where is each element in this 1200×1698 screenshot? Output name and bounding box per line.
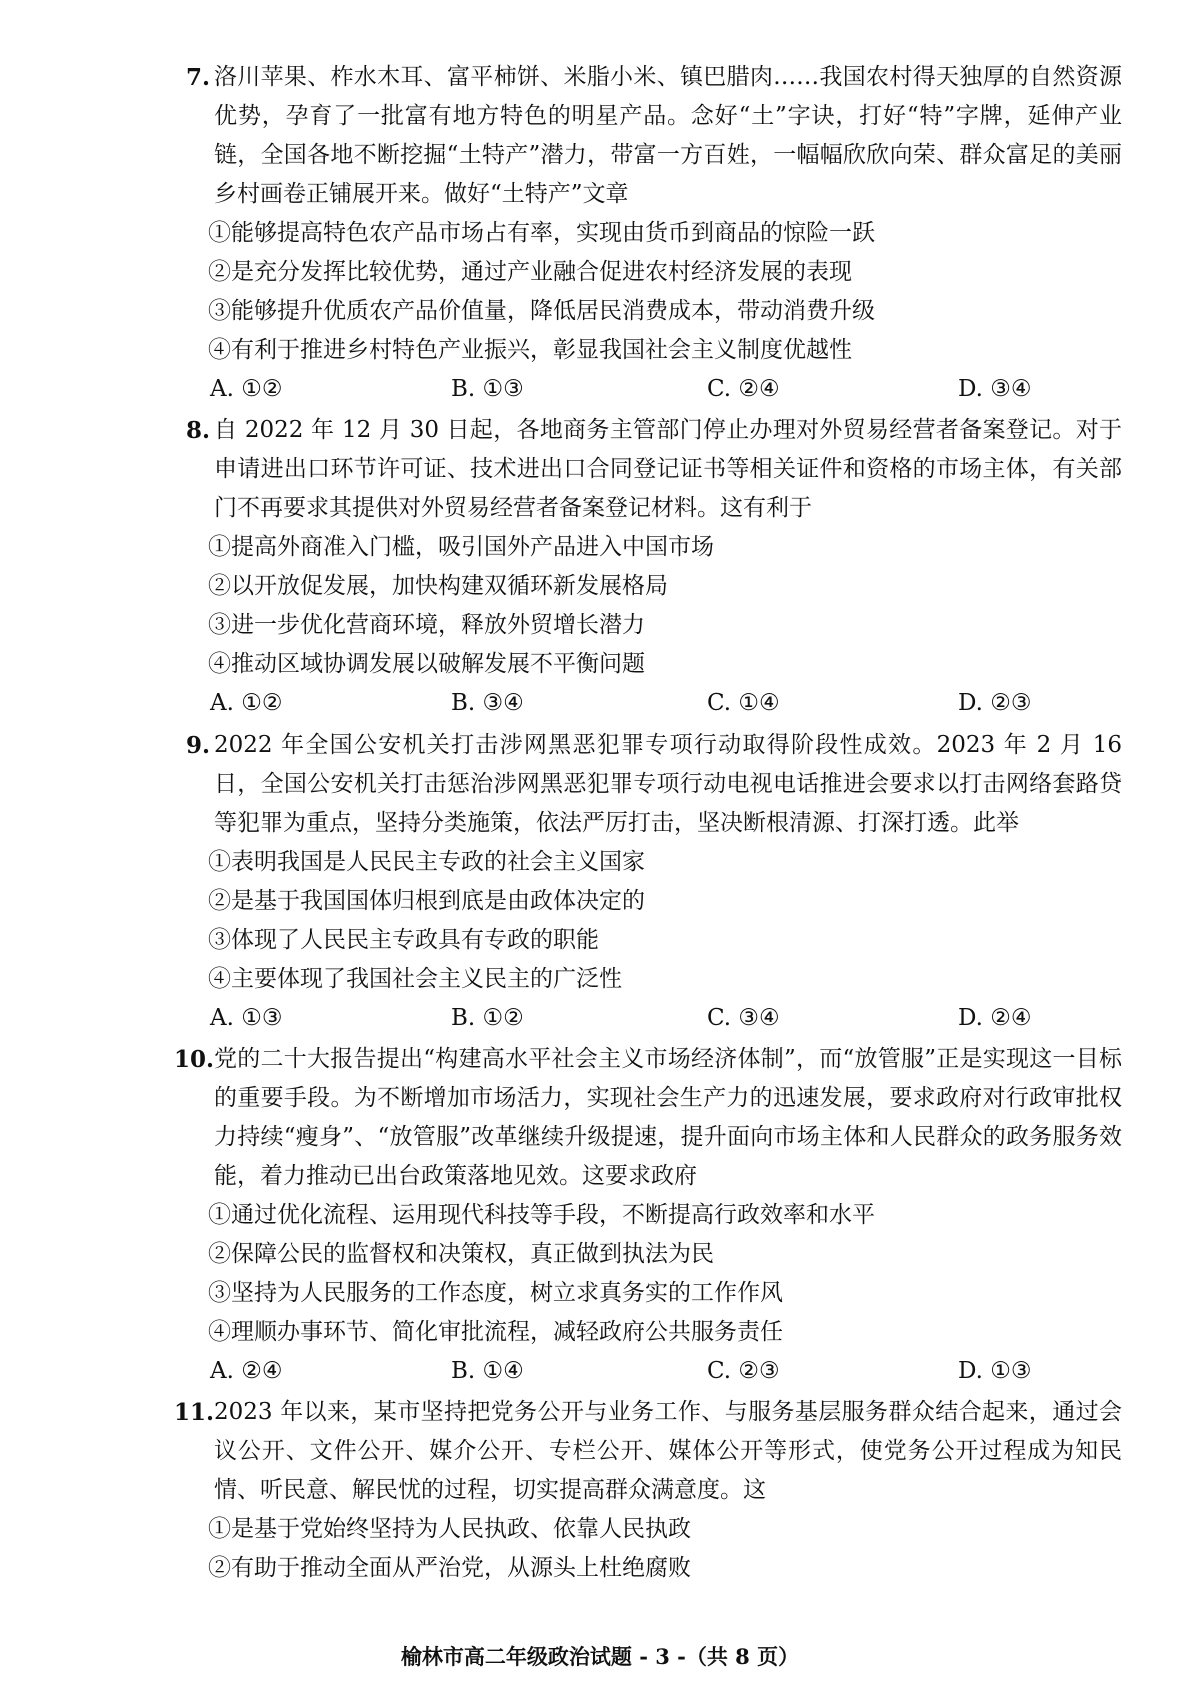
question-stem bbox=[0, 1393, 1200, 1510]
question-text: 2022 年全国公安机关打击涉网黑恶犯罪专项行动取得阶段性成效。2023 年 2 月 16 日，全国公安机关打击惩治涉网黑恶犯罪专项行动电视电话推进会要求以打击网络套路贷等犯罪为重点，坚持分类施策，依法严厉打击，坚决断根清源、打深打透。此举 bbox=[214, 732, 1122, 836]
question-text: 洛川苹果、柞水木耳、富平柿饼、米脂小米、镇巴腊肉……我国农村得天独厚的自然资源优势，孕育了一批富有地方特色的明星产品。念好“土”字诀，打好“特”字牌，延伸产业链，全国各地不断挖掘“土特产”潜力，带富一方百姓，一幅幅欣欣向荣、群众富足的美丽乡村画卷正铺展开来。做好“土特产”文章 bbox=[214, 64, 1122, 207]
choice-b: B. ③④ bbox=[451, 690, 524, 716]
option-item: ④理顺办事环节、简化审批流程，减轻政府公共服务责任 bbox=[208, 1319, 783, 1345]
question-stem bbox=[0, 411, 1200, 528]
question-8 bbox=[0, 411, 1200, 723]
question-10 bbox=[0, 1040, 1200, 1391]
question-7 bbox=[0, 58, 1200, 409]
question-11 bbox=[0, 1393, 1200, 1588]
question-text: 党的二十大报告提出“构建高水平社会主义市场经济体制”，而“放管服”正是实现这一目标的重要手段。为不断增加市场活力，实现社会生产力的迅速发展，要求政府对行政审批权力持续“瘦身”、“放管服”改革继续升级提速，提升面向市场主体和人民群众的政务服务效能，着力推动已出台政策落地见效。这要求政府 bbox=[214, 1046, 1122, 1189]
choice-c: C. ①④ bbox=[707, 690, 780, 716]
question-number: 10. bbox=[174, 1046, 215, 1073]
option-item: ①通过优化流程、运用现代科技等手段，不断提高行政效率和水平 bbox=[208, 1202, 875, 1228]
option-item: ③体现了人民民主专政具有专政的职能 bbox=[208, 927, 599, 953]
choice-a: A. ①③ bbox=[210, 1005, 283, 1031]
choice-b: B. ①③ bbox=[451, 376, 524, 402]
choice-b: B. ①② bbox=[451, 1005, 524, 1031]
question-stem bbox=[0, 726, 1200, 843]
option-item: ②以开放促发展，加快构建双循环新发展格局 bbox=[208, 573, 668, 599]
choice-d: D. ②③ bbox=[958, 690, 1032, 716]
choice-a: A. ①② bbox=[210, 690, 283, 716]
option-item: ④推动区域协调发展以破解发展不平衡问题 bbox=[208, 651, 645, 677]
option-item: ①能够提高特色农产品市场占有率，实现由货币到商品的惊险一跃 bbox=[208, 220, 875, 246]
choice-d: D. ②④ bbox=[958, 1005, 1032, 1031]
page-footer: 榆林市高二年级政治试题 - 3 -（共 8 页） bbox=[400, 1644, 800, 1669]
option-item: ②有助于推动全面从严治党，从源头上杜绝腐败 bbox=[208, 1555, 691, 1581]
question-stem bbox=[0, 1040, 1200, 1196]
question-stem bbox=[0, 58, 1200, 214]
choice-a: A. ①② bbox=[210, 376, 283, 402]
option-item: ①是基于党始终坚持为人民执政、依靠人民执政 bbox=[208, 1516, 691, 1542]
question-9 bbox=[0, 726, 1200, 1038]
option-item: ④主要体现了我国社会主义民主的广泛性 bbox=[208, 966, 622, 992]
option-item: ②是基于我国国体归根到底是由政体决定的 bbox=[208, 888, 645, 914]
answer-choices bbox=[0, 999, 1200, 1038]
question-text: 2023 年以来，某市坚持把党务公开与业务工作、与服务基层服务群众结合起来，通过会议公开、文件公开、媒介公开、专栏公开、媒体公开等形式，使党务公开过程成为知民情、听民意、解民忧的过程，切实提高群众满意度。这 bbox=[214, 1399, 1122, 1503]
question-text: 自 2022 年 12 月 30 日起，各地商务主管部门停止办理对外贸易经营者备案登记。对于申请进出口环节许可证、技术进出口合同登记证书等相关证件和资格的市场主体，有关部门不再要求其提供对外贸易经营者备案登记材料。这有利于 bbox=[214, 417, 1122, 521]
choice-c: C. ②④ bbox=[707, 376, 780, 402]
option-item: ②是充分发挥比较优势，通过产业融合促进农村经济发展的表现 bbox=[208, 259, 852, 285]
option-item: ③能够提升优质农产品价值量，降低居民消费成本，带动消费升级 bbox=[208, 298, 875, 324]
question-number: 11. bbox=[174, 1399, 215, 1426]
choice-d: D. ③④ bbox=[958, 376, 1032, 402]
choice-d: D. ①③ bbox=[958, 1358, 1032, 1384]
option-item: ③进一步优化营商环境，释放外贸增长潜力 bbox=[208, 612, 645, 638]
option-item: ②保障公民的监督权和决策权，真正做到执法为民 bbox=[208, 1241, 714, 1267]
answer-choices bbox=[0, 1352, 1200, 1391]
choice-c: C. ③④ bbox=[707, 1005, 780, 1031]
question-number: 9. bbox=[186, 732, 211, 759]
choice-b: B. ①④ bbox=[451, 1358, 524, 1384]
choice-a: A. ②④ bbox=[210, 1358, 283, 1384]
option-item: ①提高外商准入门槛，吸引国外产品进入中国市场 bbox=[208, 534, 714, 560]
choice-c: C. ②③ bbox=[707, 1358, 780, 1384]
answer-choices bbox=[0, 684, 1200, 723]
option-item: ③坚持为人民服务的工作态度，树立求真务实的工作作风 bbox=[208, 1280, 783, 1306]
question-number: 8. bbox=[186, 417, 211, 444]
option-item: ④有利于推进乡村特色产业振兴，彰显我国社会主义制度优越性 bbox=[208, 337, 852, 363]
option-item: ①表明我国是人民民主专政的社会主义国家 bbox=[208, 849, 645, 875]
question-number: 7. bbox=[186, 64, 211, 91]
answer-choices bbox=[0, 370, 1200, 409]
